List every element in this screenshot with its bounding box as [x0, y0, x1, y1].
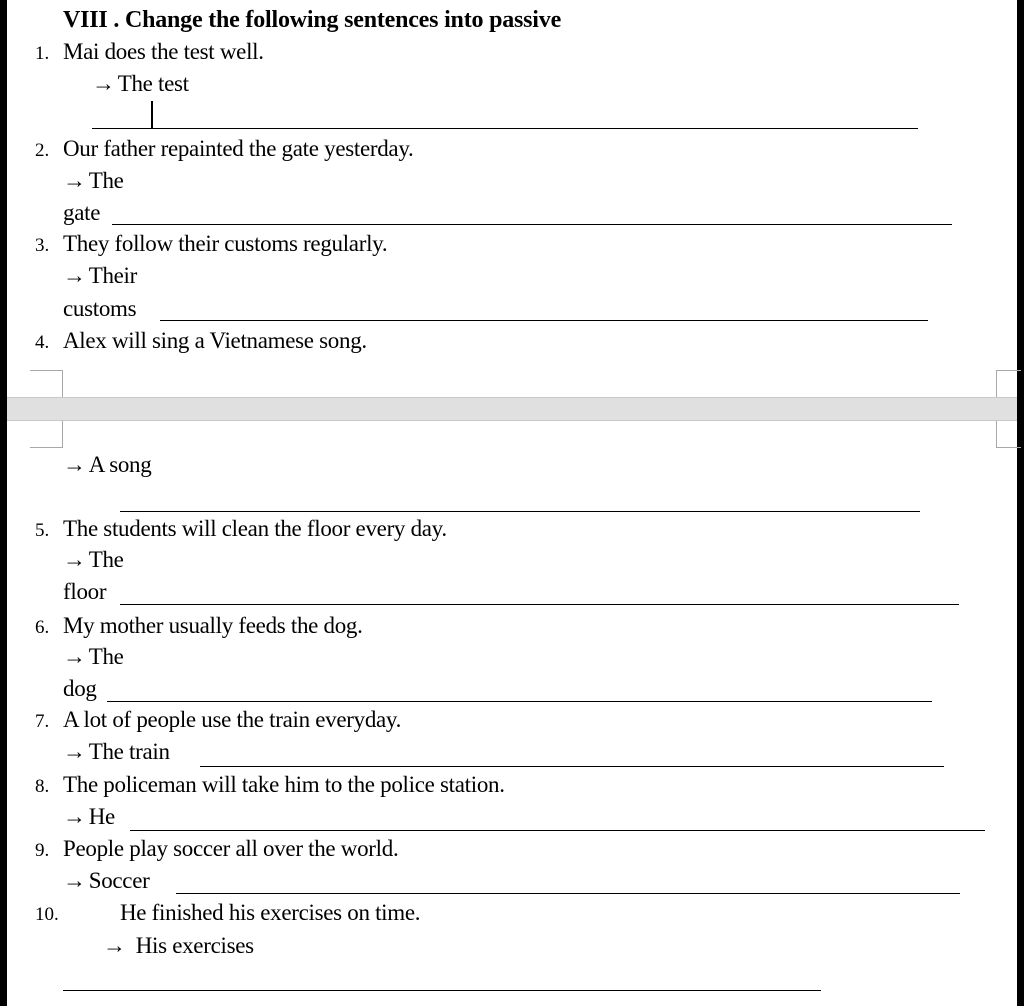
item-sentence: Mai does the test well. [63, 39, 264, 64]
item-sentence: Our father repainted the gate yesterday. [63, 136, 414, 161]
item-number: 9. [35, 840, 50, 861]
page-corner-marker [996, 421, 1021, 448]
arrow-icon: → [63, 644, 86, 669]
answer-prompt [103, 931, 254, 961]
answer-lead: The [88, 168, 124, 193]
answer-prompt [63, 450, 151, 480]
item-sentence: My mother usually feeds the dog. [63, 613, 363, 638]
item-sentence: The policeman will take him to the police station. [63, 772, 505, 797]
item-number: 10. [35, 904, 59, 925]
answer-prompt [63, 802, 115, 832]
arrow-icon: → [63, 868, 86, 893]
page-corner-marker [30, 370, 63, 397]
answer-line[interactable] [200, 766, 944, 767]
answer-lead: Soccer [88, 868, 150, 893]
arrow-icon: → [63, 168, 86, 193]
arrow-icon: → [63, 804, 86, 829]
answer-line[interactable] [176, 893, 960, 894]
answer-prompt [63, 166, 124, 196]
answer-lead: Their [88, 263, 138, 288]
answer-line[interactable] [120, 511, 920, 512]
answer-lead: A song [88, 452, 152, 477]
answer-prompt [63, 866, 149, 896]
answer-lead-continued: customs [63, 296, 137, 321]
answer-line[interactable] [112, 224, 952, 225]
answer-line[interactable] [120, 604, 959, 605]
item-number: 7. [35, 711, 50, 732]
arrow-icon: → [103, 933, 126, 958]
arrow-icon: → [63, 263, 86, 288]
item-number: 5. [35, 520, 50, 541]
answer-line[interactable] [92, 128, 918, 129]
item-sentence: He finished his exercises on time. [120, 900, 421, 925]
arrow-icon: → [63, 739, 86, 764]
answer-lead-continued: gate [63, 200, 101, 225]
text-cursor [151, 101, 153, 129]
item-number: 6. [35, 617, 50, 638]
item-sentence: A lot of people use the train everyday. [63, 707, 402, 732]
answer-lead: The test [117, 71, 189, 96]
answer-prompt [63, 642, 124, 672]
page-corner-marker [996, 370, 1021, 397]
answer-lead: He [88, 804, 115, 829]
arrow-icon: → [63, 547, 86, 572]
answer-lead: The [88, 644, 124, 669]
arrow-icon: → [92, 71, 115, 96]
item-number: 2. [35, 140, 50, 161]
answer-line[interactable] [130, 830, 985, 831]
item-number: 8. [35, 776, 50, 797]
answer-lead-continued: dog [63, 676, 97, 701]
answer-line[interactable] [63, 990, 821, 991]
page-break-gap [7, 397, 1017, 421]
item-sentence: Alex will sing a Vietnamese song. [63, 328, 367, 353]
answer-line[interactable] [107, 701, 932, 702]
answer-lead-continued: floor [63, 579, 107, 604]
arrow-icon: → [63, 452, 86, 477]
answer-lead: The train [88, 739, 170, 764]
answer-prompt [63, 261, 137, 291]
answer-prompt [63, 737, 170, 767]
item-number: 3. [35, 235, 50, 256]
item-sentence: People play soccer all over the world. [63, 836, 399, 861]
answer-prompt [63, 545, 124, 575]
answer-lead: His exercises [135, 933, 254, 958]
item-number: 4. [35, 332, 50, 353]
answer-prompt [92, 69, 189, 99]
answer-line[interactable] [160, 320, 928, 321]
exercise-title: VIII . Change the following sentences into passive [63, 7, 562, 33]
page-corner-marker [30, 421, 63, 448]
item-sentence: The students will clean the floor every day. [63, 516, 447, 541]
answer-lead: The [88, 547, 124, 572]
item-sentence: They follow their customs regularly. [63, 231, 388, 256]
item-number: 1. [35, 43, 50, 64]
